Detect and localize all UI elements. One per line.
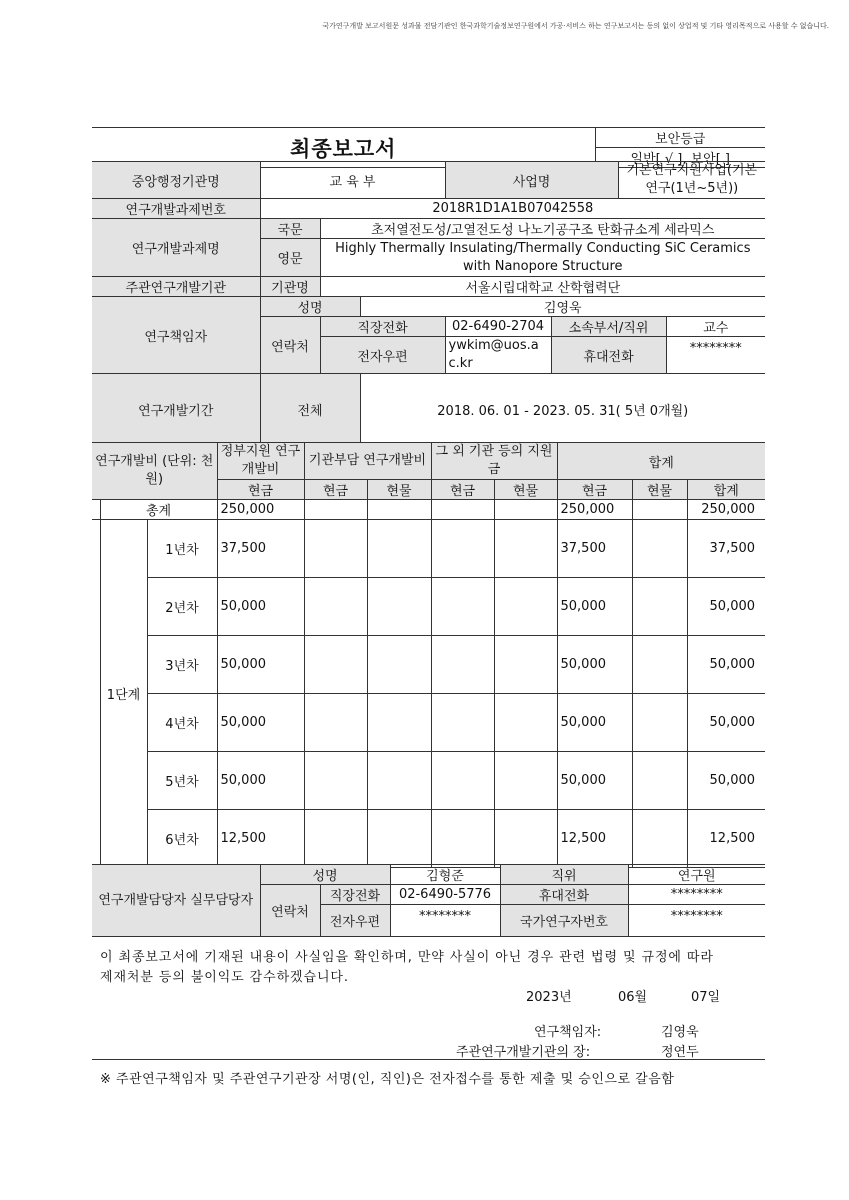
staff-natl-id: ******** <box>628 905 765 937</box>
pi-name-label: 성명 <box>260 297 360 317</box>
inst-inkind-header: 현물 <box>367 480 431 500</box>
col-sum: 합계 <box>557 443 765 480</box>
report-title: 최종보고서 <box>92 128 595 168</box>
year-label: 6년차 <box>147 810 217 868</box>
org-label: 주관연구개발기관 <box>92 277 260 297</box>
total-label: 총계 <box>100 500 217 520</box>
stage-spacer <box>92 636 100 694</box>
date-month: 06월 <box>618 990 648 1005</box>
col-inst: 기관부담 연구개발비 <box>304 443 431 480</box>
info-table <box>92 161 765 446</box>
year-gov: 50,000 <box>217 636 304 694</box>
pi-contact-label: 연락처 <box>260 317 320 374</box>
declaration-line2: 제재처분 등의 불이익도 감수하겠습니다. <box>100 970 349 985</box>
pi-dept: 교수 <box>666 317 765 337</box>
security-value: 일반[ √ ], 보안[ ] <box>595 148 765 168</box>
signer-head-name: 정연두 <box>661 1045 699 1060</box>
sum-cash-header: 현금 <box>557 480 632 500</box>
year-cash: 37,500 <box>557 520 632 578</box>
sum-total-header: 합계 <box>687 480 765 500</box>
date-year: 2023년 <box>526 990 572 1005</box>
year-label: 2년차 <box>147 578 217 636</box>
pi-email: ywkim@uos.ac.kr <box>445 337 551 374</box>
staff-mobile: ******** <box>628 885 765 905</box>
year-gov: 50,000 <box>217 578 304 636</box>
pi-mobile: ******** <box>666 337 765 374</box>
stage-spacer <box>92 752 100 810</box>
sum-inkind-header: 현물 <box>632 480 687 500</box>
staff-label: 연구개발담당자 실무담당자 <box>92 865 260 937</box>
year-cash: 50,000 <box>557 752 632 810</box>
org-name-label: 기관명 <box>260 277 320 297</box>
staff-position-label: 직위 <box>500 865 628 885</box>
col-other: 그 외 기관 등의 지원금 <box>431 443 557 480</box>
year-total: 50,000 <box>687 694 765 752</box>
declaration-line1: 이 최종보고서에 기재된 내용이 사실임을 확인하며, 만약 사실이 아닌 경우 관련 법령 및 규정에 따라 <box>100 950 714 965</box>
task-no-value: 2018R1D1A1B07042558 <box>260 199 765 219</box>
program-value: 기본연구지원사업(기본연구(1년~5년)) <box>618 162 765 199</box>
year-label: 5년차 <box>147 752 217 810</box>
budget-label: 연구개발비 (단위: 천원) <box>92 443 217 500</box>
footnote: ※ 주관연구책임자 및 주관연구기관장 서명(인, 직인)은 전자접수를 통한 제출 및 승인으로 갈음함 <box>100 1072 675 1087</box>
year-gov: 50,000 <box>217 694 304 752</box>
year-total: 50,000 <box>687 578 765 636</box>
task-name-label: 연구개발과제명 <box>92 219 260 277</box>
staff-office-phone-label: 직장전화 <box>320 885 390 905</box>
inst-cash-header: 현금 <box>304 480 367 500</box>
staff-position: 연구원 <box>628 865 765 885</box>
stage-spacer <box>92 520 100 578</box>
security-label: 보안등급 <box>595 128 765 148</box>
footer-divider <box>92 1059 765 1060</box>
usage-notice: 국가연구개발 보고서원문 성과물 전담기관인 한국과학기술정보연구원에서 가공·서비스 하는 연구보고서는 동의 없이 상업적 및 기타 영리목적으로 사용할 수 없습니다. <box>322 22 829 30</box>
year-cash: 50,000 <box>557 694 632 752</box>
year-cash: 12,500 <box>557 810 632 868</box>
staff-name: 김형준 <box>390 865 500 885</box>
pi-dept-label: 소속부서/직위 <box>551 317 666 337</box>
col-gov: 정부지원 연구개발비 <box>217 443 304 480</box>
pi-label: 연구책임자 <box>92 297 260 374</box>
staff-email: ******** <box>390 905 500 937</box>
stage-label: 1단계 <box>100 520 147 868</box>
stage-spacer <box>92 578 100 636</box>
period-scope: 전체 <box>260 374 360 446</box>
pi-name: 김영욱 <box>360 297 765 317</box>
stage-spacer <box>92 694 100 752</box>
ministry-value: 교 육 부 <box>260 162 445 199</box>
year-total: 50,000 <box>687 636 765 694</box>
year-gov: 50,000 <box>217 752 304 810</box>
staff-email-label: 전자우편 <box>320 905 390 937</box>
total-spacer <box>92 500 100 520</box>
signer-head-label: 주관연구개발기관의 장: <box>456 1045 591 1060</box>
signer-pi-name: 김영욱 <box>661 1025 699 1040</box>
year-total: 12,500 <box>687 810 765 868</box>
total-gov: 250,000 <box>217 500 304 520</box>
kor-label: 국문 <box>260 219 320 239</box>
eng-label: 영문 <box>260 239 320 277</box>
year-label: 4년차 <box>147 694 217 752</box>
staff-contact-label: 연락처 <box>260 885 320 937</box>
year-cash: 50,000 <box>557 578 632 636</box>
other-inkind-header: 현물 <box>494 480 557 500</box>
year-gov: 12,500 <box>217 810 304 868</box>
staff-table <box>92 864 765 937</box>
other-cash-header: 현금 <box>431 480 494 500</box>
year-gov: 37,500 <box>217 520 304 578</box>
total-all: 250,000 <box>687 500 765 520</box>
task-no-label: 연구개발과제번호 <box>92 199 260 219</box>
org-value: 서울시립대학교 산학협력단 <box>320 277 765 297</box>
signer-pi-label: 연구책임자: <box>534 1025 602 1040</box>
staff-natl-id-label: 국가연구자번호 <box>500 905 628 937</box>
gov-cash-header: 현금 <box>217 480 304 500</box>
stage-spacer <box>92 810 100 868</box>
kor-title: 초저열전도성/고열전도성 나노기공구조 탄화규소계 세라믹스 <box>320 219 765 239</box>
staff-mobile-label: 휴대전화 <box>500 885 628 905</box>
year-label: 1년차 <box>147 520 217 578</box>
total-cash: 250,000 <box>557 500 632 520</box>
eng-title: Highly Thermally Insulating/Thermally Conducting SiC Ceramics with Nanopore Structure <box>320 239 765 277</box>
pi-office-phone: 02-6490-2704 <box>445 317 551 337</box>
year-total: 37,500 <box>687 520 765 578</box>
year-label: 3년차 <box>147 636 217 694</box>
pi-office-phone-label: 직장전화 <box>320 317 445 337</box>
period-value: 2018. 06. 01 - 2023. 05. 31( 5년 0개월) <box>360 374 765 446</box>
year-cash: 50,000 <box>557 636 632 694</box>
date-day: 07일 <box>691 990 721 1005</box>
year-total: 50,000 <box>687 752 765 810</box>
budget-table <box>92 442 765 868</box>
staff-name-label: 성명 <box>260 865 390 885</box>
program-label: 사업명 <box>445 162 618 199</box>
ministry-label: 중앙행정기관명 <box>92 162 260 199</box>
pi-email-label: 전자우편 <box>320 337 445 374</box>
period-label: 연구개발기간 <box>92 374 260 446</box>
staff-office-phone: 02-6490-5776 <box>390 885 500 905</box>
pi-mobile-label: 휴대전화 <box>551 337 666 374</box>
